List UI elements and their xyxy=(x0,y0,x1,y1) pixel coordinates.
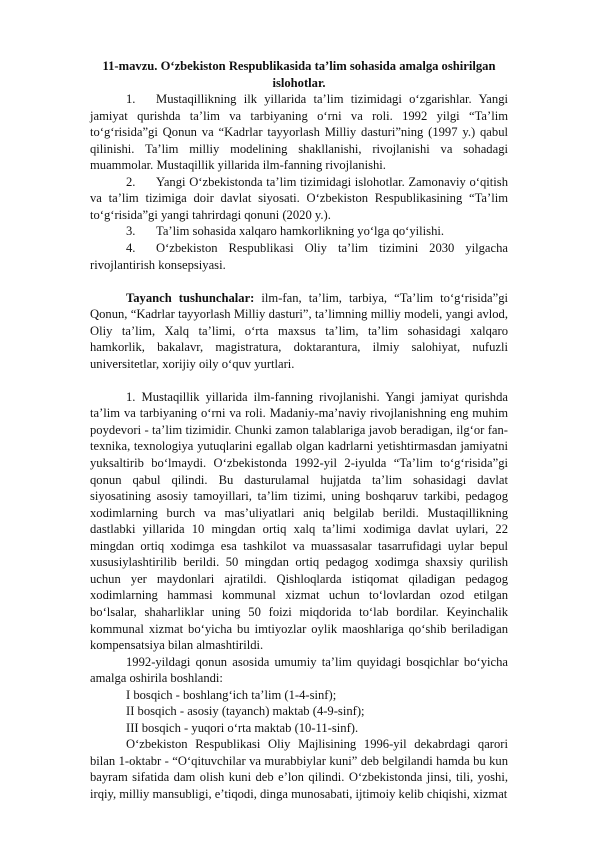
plan-item xyxy=(90,240,508,273)
stage-item: II bosqich - asosiy (tayanch) maktab (4-9-sinf); xyxy=(126,704,365,719)
keywords-label: Tayanch tushunchalar: xyxy=(126,290,255,305)
plan-item-text: Mustaqillikning ilk yillarida ta’lim tizimidagi o‘zgarishlar. Yangi jamiyat qurishda ta’lim va tarbiyaning o‘rni va roli. 1992 yilgi “Ta’lim to‘g‘risida”gi Qonun va “Kadrlar tayyorlash Milliy dasturi”ning (1997 y.) qabul qilinishi. Ta’lim milliy modelining shakllanishi, rivojlanishi va sohadagi muammolar. Mustaqillik yillarida ilm-fanning rivojlanishi. xyxy=(90,92,508,173)
plan-item xyxy=(90,91,508,174)
keywords-text: ilm-fan, ta’lim, tarbiya, “Ta’lim to‘g‘risida”gi Qonun, “Kadrlar tayyorlash Milliy dasturi”, ta’limning milliy modeli, yangi avlod, Oliy ta’lim, Xalq ta’limi, o‘rta maxsus ta’lim, ta’lim sohasidagi xalqaro hamkorlik, bakalavr, magistratura, doktarantura, ilmiy salohiyat, nufuzli universitetlar, xorijiy oily o‘quv yurtlari. xyxy=(90,290,509,371)
body-paragraph: O‘zbekiston Respublikasi Oliy Majlisining 1996-yil dekabrdagi qarori bilan 1-oktabr - “O‘qituvchilar va murabbiylar kuni” deb belgilandi hamda bu kun bayram sifatida dam olish kuni deb e’lon qilindi. O‘zbekistonda jinsi, tili, yoshi, irqiy, milliy mansubligi, e’tiqodi, dinga munosabati, ijtimoiy kelib chiqishi, xizmat xyxy=(90,737,508,801)
stage-item: I bosqich - boshlang‘ich ta’lim (1-4-sinf); xyxy=(126,687,337,702)
spacer xyxy=(90,372,508,389)
plan-item-number: 3. xyxy=(126,224,136,239)
page-title: 11-mavzu. O‘zbekiston Respublikasida ta’lim sohasida amalga oshirilgan islohotlar. xyxy=(102,59,496,90)
plan-item xyxy=(90,174,508,224)
plan-item-number: 4. xyxy=(126,241,136,256)
plan-item-text: O‘zbekiston Respublikasi Oliy ta’lim tizimini 2030 yilgacha rivojlantirish konsepsiyasi. xyxy=(90,241,508,272)
plan-item-number: 1. xyxy=(126,92,136,107)
keywords-paragraph xyxy=(90,290,508,373)
plan-item-number: 2. xyxy=(126,174,136,189)
spacer xyxy=(90,273,508,290)
plan-item xyxy=(90,223,508,240)
plan-item-text: Yangi O‘zbekistonda ta’lim tizimidagi islohotlar. Zamonaviy o‘qitish va ta’lim tizimiga doir davlat siyosati. O‘zbekiston Respublikasining “Ta’lim to‘g‘risida”gi yangi tahrirdagi qonuni (2020 y.). xyxy=(90,174,508,222)
topic-plan xyxy=(90,91,508,273)
stage-item: III bosqich - yuqori o‘rta maktab (10-11-sinf). xyxy=(126,720,359,735)
body-paragraph: 1992-yildagi qonun asosida umumiy ta’lim quyidagi bosqichlar bo‘yicha amalga oshirila boshlandi: xyxy=(90,654,508,686)
body-paragraph: 1. Mustaqillik yillarida ilm-fanning rivojlanishi. Yangi jamiyat qurishda ta’lim va tarbiyaning o‘rni va roli. Madaniy-ma’naviy rivojlanishning eng muhim poydevori - ta’lim tizimidir. Chunki zamon talablariga javob beradigan, ilg‘or fan-texnika, texnologiya yutuqlarini egallab olgan kadrlarni yetishtirmasdan jamiyatni yuksaltirib bo‘lmaydi. O‘zbekistonda 1992-yil 2-iyulda “Ta’lim to‘g‘risida”gi qonun qabul qilindi. Bu dasturulamal hujjatda ta’lim sohasidagi davlat siyosatining asosiy tamoyillari, ta’lim tizimi, uning boshqaruv tarkibi, pedagog xodimlarning burch va mas’uliyatlari aniq belgilab berildi. Mustaqillikning dastlabki yillarida 10 mingdan ortiq xalq ta’limi xodimiga davlat uylari, 22 mingdan ortiq xodimga esa tashkilot va muassasalar tasarrufidagi uylar bepul xususiylashtirilib berildi. 50 mingdan ortiq pedagog xodimga shaxsiy qurilish uchun yer maydonlari ajratildi. Qishloqlarda istiqomat qiladigan pedagog xodimlarning hammasi kommunal xizmat uchun to‘lovlardan ozod etilgan bo‘lsalar, shaharliklar uning 50 foizi miqdorida to‘lab bordilar. Keyinchalik kommunal xizmat bo‘yicha bu imtiyozlar oylik maoshlariga qo‘shib beriladigan kompensatsiya bilan almashtirildi. xyxy=(90,389,508,653)
plan-item-text: Ta’lim sohasida xalqaro hamkorlikning yo‘lga qo‘yilishi. xyxy=(156,224,445,239)
